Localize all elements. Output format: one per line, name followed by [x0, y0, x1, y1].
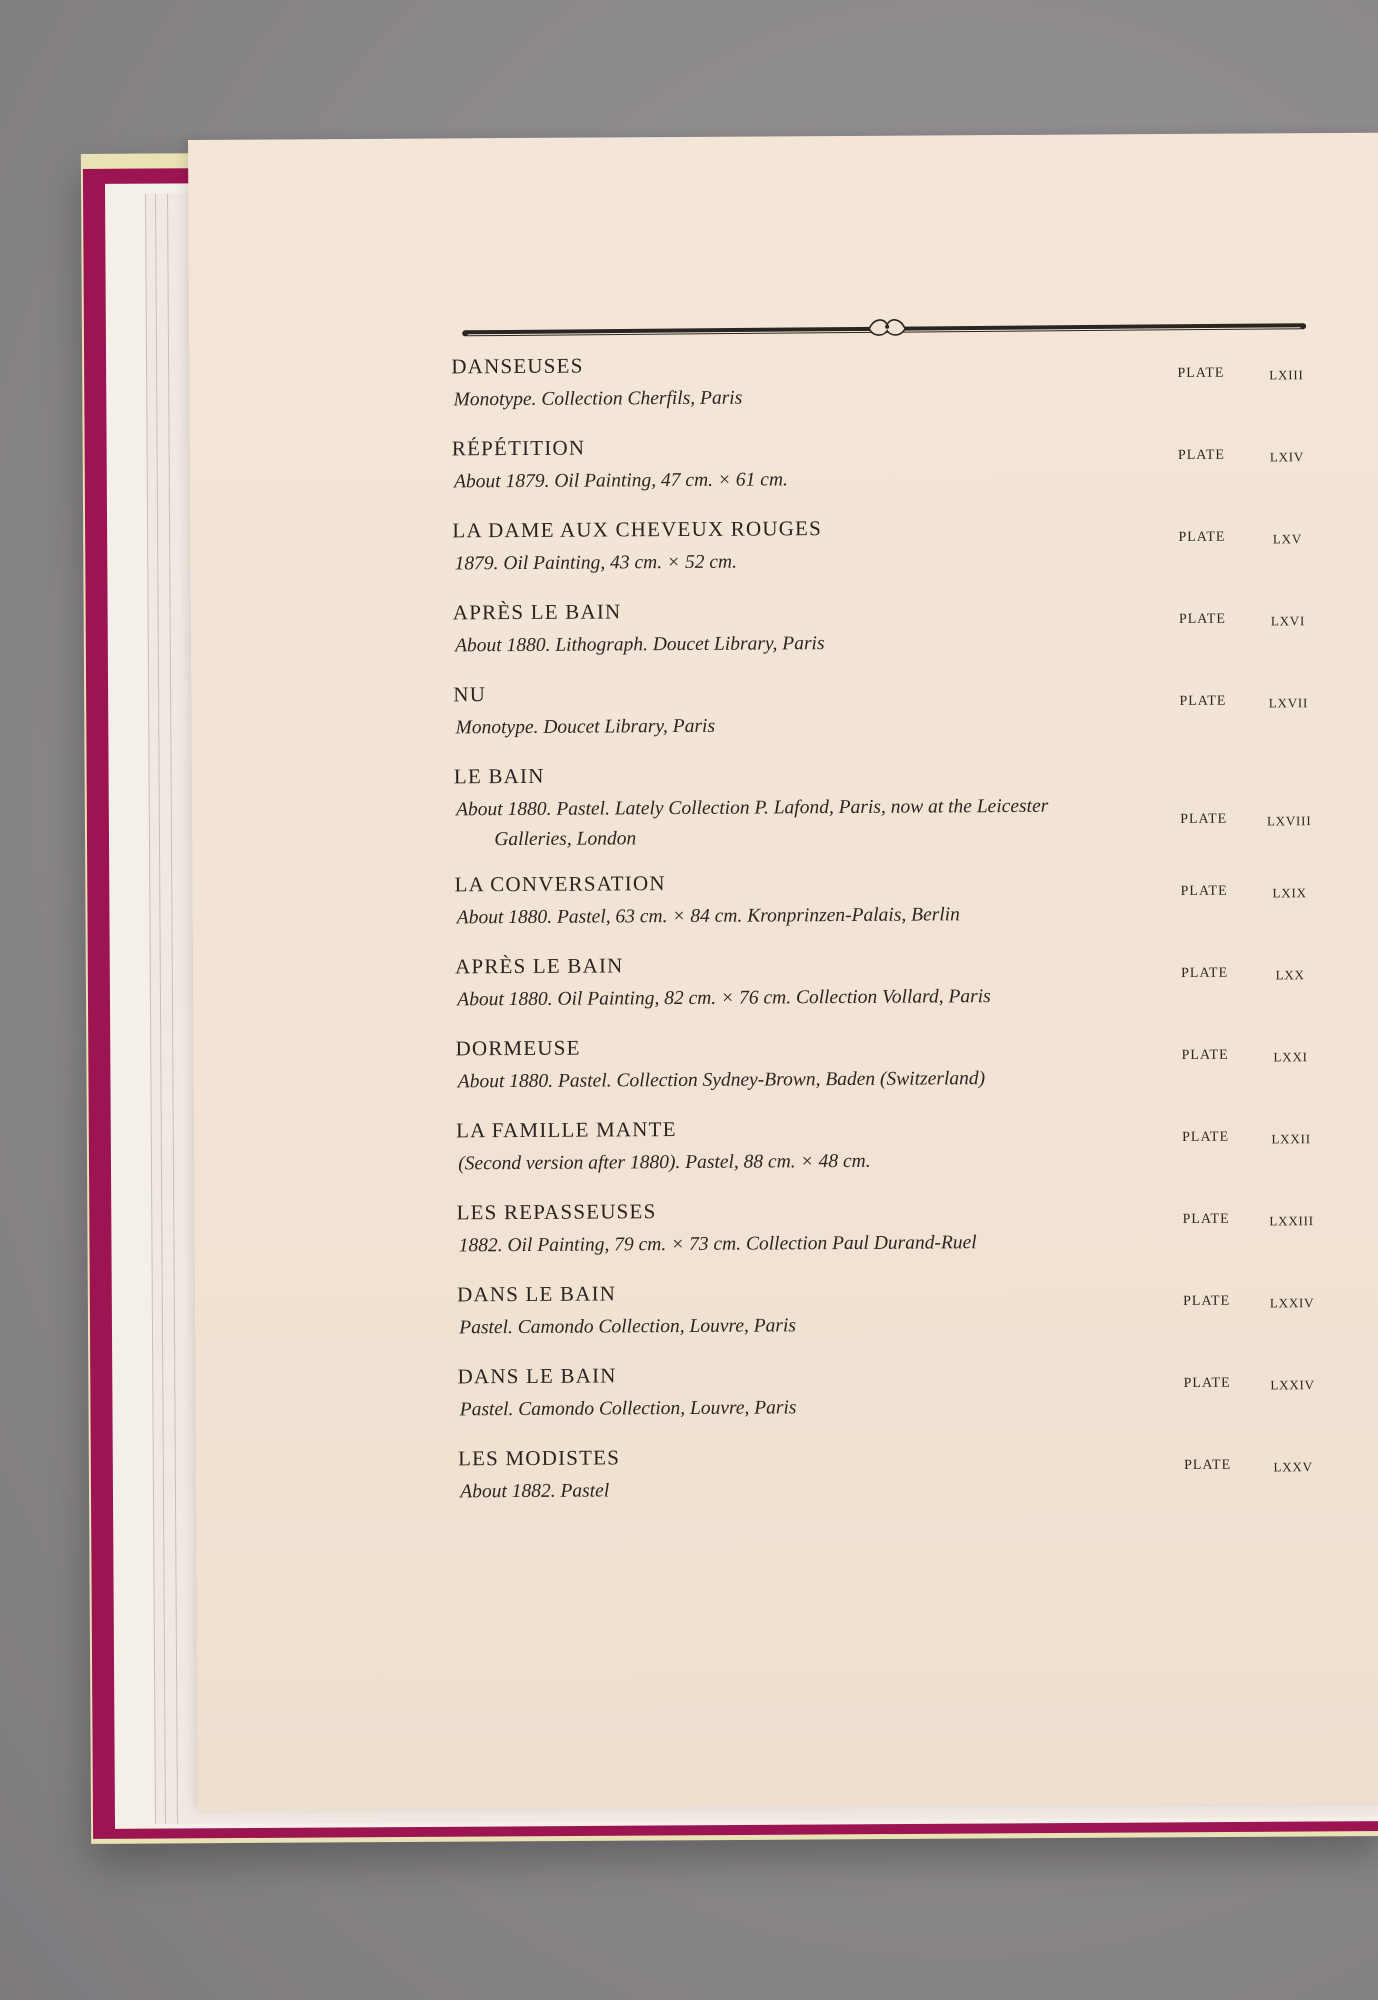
entry-description: 1882. Oil Painting, 79 cm. × 73 cm. Collection Paul Durand-Ruel — [458, 1232, 977, 1257]
plate-label: PLATE — [1178, 611, 1226, 627]
catalog-entry — [458, 1441, 1328, 1516]
entry-description: About 1880. Pastel, 63 cm. × 84 cm. Kronprinzen-Palais, Berlin — [456, 904, 960, 929]
plate-number: LXXIV — [1270, 1377, 1315, 1393]
plate-number: LXIV — [1269, 449, 1305, 465]
plate-label: PLATE — [1177, 447, 1225, 463]
plate-label: PLATE — [1184, 1457, 1232, 1473]
plate-label: PLATE — [1180, 811, 1228, 827]
plate-number: LXXII — [1271, 1131, 1311, 1147]
entry-title: LE BAIN — [453, 763, 545, 789]
entry-description: Monotype. Doucet Library, Paris — [455, 715, 716, 739]
plate-label: PLATE — [1180, 883, 1228, 899]
catalog-entry — [457, 1277, 1327, 1352]
entry-description: About 1880. Pastel. Lately Collection P. Lafond, Paris, now at the Leicester — [456, 795, 1049, 821]
plate-number: LXVII — [1268, 695, 1309, 711]
entry-title: DANSEUSES — [451, 353, 584, 379]
entry-title: RÉPÉTITION — [451, 435, 586, 461]
catalog-entry — [453, 677, 1323, 752]
catalog-entry — [455, 1031, 1325, 1106]
catalog-entry — [456, 1113, 1326, 1188]
plate-label: PLATE — [1178, 529, 1226, 545]
plate-number: LXIX — [1272, 885, 1307, 901]
plate-number: LXIII — [1269, 367, 1304, 383]
catalog-entry — [455, 949, 1325, 1024]
entry-description: 1879. Oil Painting, 43 cm. × 52 cm. — [454, 551, 737, 575]
entry-description: (Second version after 1880). Pastel, 88 cm. × 48 cm. — [458, 1150, 871, 1175]
plate-number: LXXI — [1273, 1049, 1308, 1065]
plate-label: PLATE — [1183, 1293, 1231, 1309]
plate-label: PLATE — [1181, 965, 1229, 981]
entry-title: DORMEUSE — [455, 1035, 581, 1061]
catalog-entry — [451, 349, 1321, 424]
entry-title: DANS LE BAIN — [457, 1363, 617, 1389]
entry-description: Pastel. Camondo Collection, Louvre, Paris — [459, 1397, 797, 1421]
entry-title: LA FAMILLE MANTE — [455, 1117, 677, 1143]
plate-number: LXV — [1272, 531, 1303, 547]
catalog-entry — [454, 759, 1325, 864]
entry-description: About 1879. Oil Painting, 47 cm. × 61 cm. — [454, 469, 788, 493]
entry-description: Monotype. Collection Cherfils, Paris — [453, 387, 743, 411]
plate-number: LXX — [1275, 967, 1305, 983]
plate-label: PLATE — [1183, 1375, 1231, 1391]
entry-description: About 1880. Lithograph. Doucet Library, Paris — [455, 633, 825, 657]
entry-description: About 1882. Pastel — [460, 1480, 610, 1503]
catalog-entry — [457, 1359, 1327, 1434]
book-page — [188, 133, 1378, 1810]
entry-description-continued: Galleries, London — [494, 828, 637, 851]
plate-label: PLATE — [1179, 693, 1227, 709]
entry-title: APRÈS LE BAIN — [452, 599, 622, 625]
entry-description: About 1880. Oil Painting, 82 cm. × 76 cm. Collection Vollard, Paris — [457, 986, 991, 1011]
plate-number: LXXV — [1273, 1459, 1313, 1475]
plate-number: LXXIV — [1269, 1295, 1315, 1311]
catalog-entry — [452, 513, 1322, 588]
entry-title: DANS LE BAIN — [456, 1281, 617, 1307]
plate-label: PLATE — [1182, 1211, 1230, 1227]
catalog-entry — [456, 1195, 1326, 1270]
plate-label: PLATE — [1177, 365, 1225, 381]
plate-label: PLATE — [1182, 1129, 1230, 1145]
catalog-entry — [453, 595, 1323, 670]
plate-label: PLATE — [1181, 1047, 1229, 1063]
entry-title: LA DAME AUX CHEVEUX ROUGES — [452, 516, 823, 543]
plate-number: LXVI — [1270, 613, 1306, 629]
entry-title: LA CONVERSATION — [454, 871, 666, 897]
entry-title: APRÈS LE BAIN — [454, 953, 624, 979]
entry-title: LES REPASSEUSES — [456, 1199, 657, 1225]
entry-title: NU — [453, 682, 487, 707]
catalog-entry — [454, 867, 1324, 942]
plate-number: LXVIII — [1266, 813, 1312, 829]
entry-description: Pastel. Camondo Collection, Louvre, Paris — [459, 1315, 797, 1339]
ornamental-rule — [459, 311, 1309, 342]
catalog-entry — [452, 431, 1322, 506]
plate-number: LXXIII — [1269, 1213, 1314, 1229]
entry-description: About 1880. Pastel. Collection Sydney-Brown, Baden (Switzerland) — [457, 1068, 986, 1093]
entry-title: LES MODISTES — [457, 1445, 621, 1471]
